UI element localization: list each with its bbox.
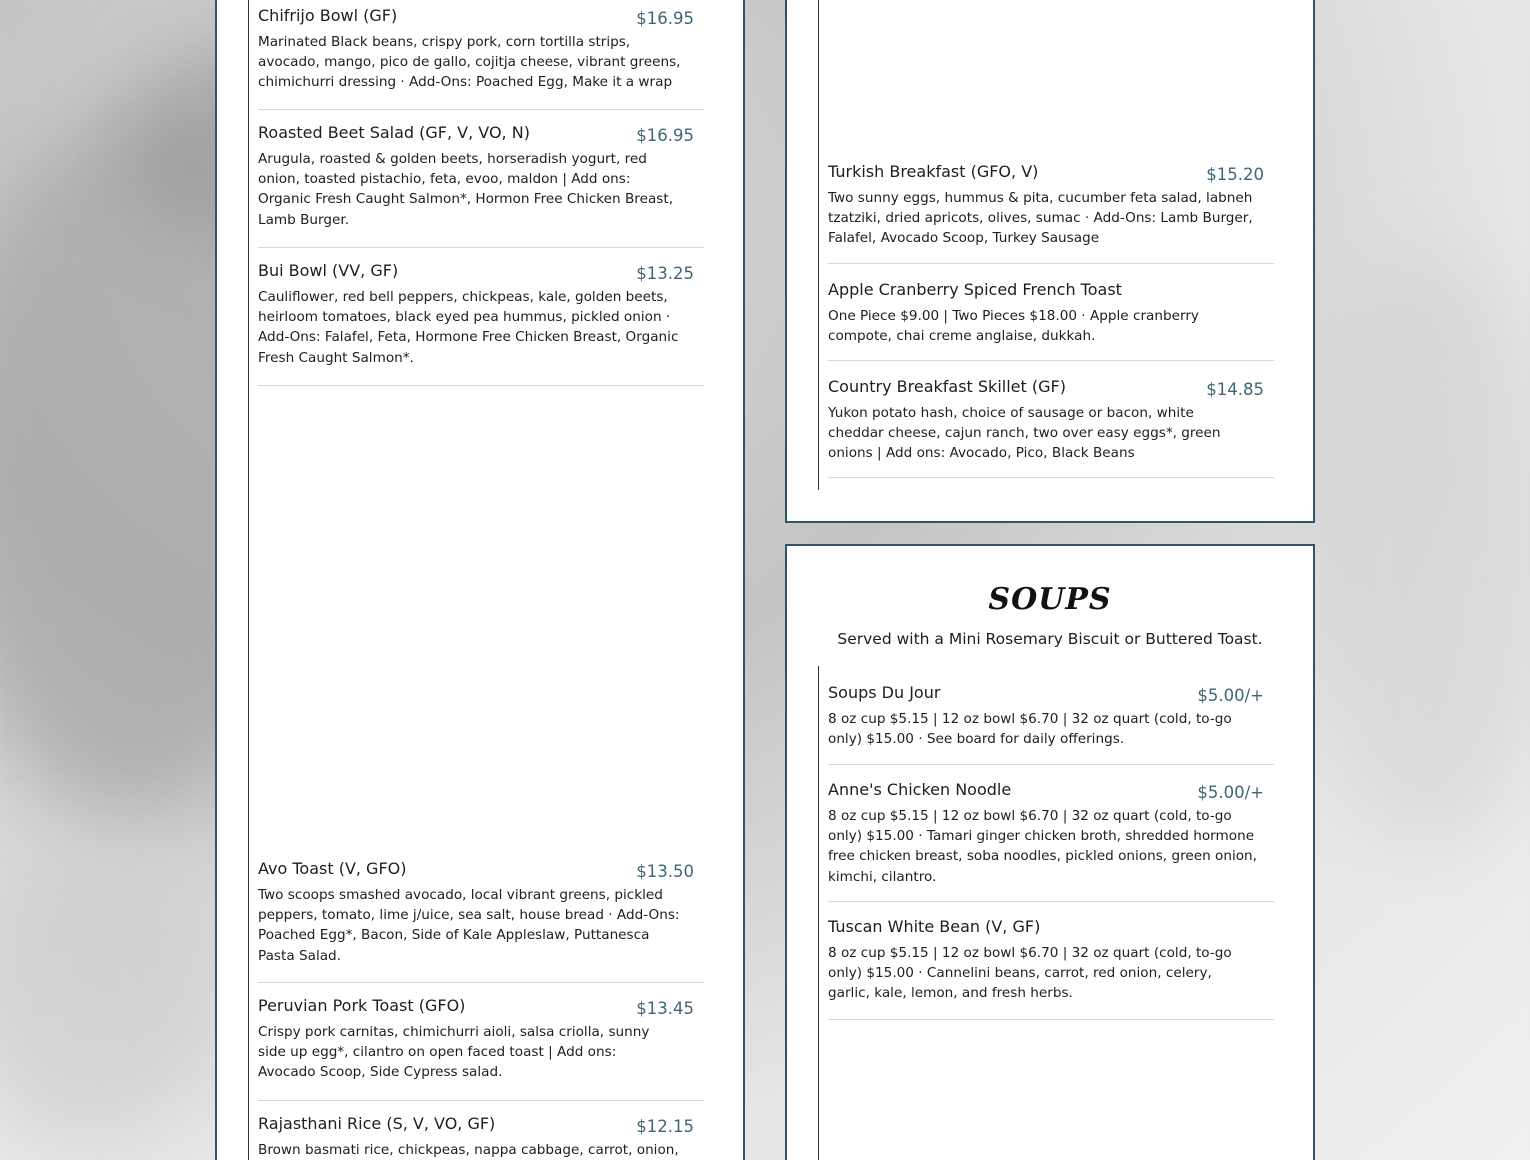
item-description: 8 oz cup $5.15 | 12 oz bowl $6.70 | 32 oz quart (cold, to-go only) $15.00 · See board for daily offerings. — [828, 711, 1232, 748]
item-description: Arugula, roasted & golden beets, horseradish yogurt, red onion, toasted pistachio, feta, evoo, maldon | Add ons: Organic Fresh Caught Salmon*, Hormon Free Chicken Breast, Lamb Burger. — [258, 151, 674, 228]
menu-item — [258, 6, 704, 110]
item-description: Two scoops smashed avocado, local vibrant greens, pickled peppers, tomato, lime j/uice, sea salt, house bread · Add-Ons: Poached Egg*, Bacon, Side of Kale Appleslaw, Puttanesca Pasta Salad. — [258, 887, 680, 964]
menu-item — [828, 162, 1274, 264]
item-price: $15.20 — [1206, 165, 1264, 184]
item-description: Crispy pork carnitas, chimichurri aioli, salsa criolla, sunny side up egg*, cilantro on open faced toast | Add ons: Avocado Scoop, Side Cypress salad. — [258, 1024, 650, 1081]
item-name: Turkish Breakfast (GFO, V) — [828, 162, 1039, 181]
menu-item — [258, 996, 704, 1101]
item-name: Anne's Chicken Noodle — [828, 780, 1012, 799]
item-name: Bui Bowl (VV, GF) — [258, 261, 399, 280]
item-name: Avo Toast (V, GFO) — [258, 859, 407, 878]
item-name: Roasted Beet Salad (GF, V, VO, N) — [258, 123, 530, 142]
item-name: Soups Du Jour — [828, 683, 941, 702]
item-description: Marinated Black beans, crispy pork, corn tortilla strips, avocado, mango, pico de gallo, cojitja cheese, vibrant greens, chimichurri dressing · Add-Ons: Poached Egg, Make it a wrap — [258, 34, 681, 91]
item-name: Tuscan White Bean (V, GF) — [828, 917, 1041, 936]
item-price: $13.50 — [636, 862, 694, 881]
menu-item — [828, 780, 1274, 902]
menu-item — [828, 917, 1274, 1020]
section-subtitle: Served with a Mini Rosemary Biscuit or Buttered Toast. — [837, 630, 1263, 648]
item-description: 8 oz cup $5.15 | 12 oz bowl $6.70 | 32 oz quart (cold, to-go only) $15.00 · Tamari ginger chicken broth, shredded hormone free chicken breast, soba noodles, pickled onions, green onion, kimchi, cilantro. — [828, 808, 1257, 885]
item-description: Yukon potato hash, choice of sausage or bacon, white cheddar cheese, cajun ranch, two over easy eggs*, green onions | Add ons: Avocado, Pico, Black Beans — [828, 405, 1221, 462]
menu-item — [258, 1114, 704, 1160]
item-name: Peruvian Pork Toast (GFO) — [258, 996, 466, 1015]
menu-card-breakfast — [785, 0, 1315, 523]
background-blur — [1300, 250, 1530, 850]
item-price: $13.45 — [636, 999, 694, 1018]
item-description: Brown basmati rice, chickpeas, nappa cabbage, carrot, onion, — [258, 1142, 679, 1158]
section-divider-line — [818, 666, 819, 1160]
item-name: Apple Cranberry Spiced French Toast — [828, 280, 1122, 299]
item-price: $16.95 — [636, 9, 694, 28]
background-blur — [0, 850, 220, 1150]
menu-card-soups — [785, 544, 1315, 1160]
section-divider-line — [818, 0, 819, 490]
item-name: Chifrijo Bowl (GF) — [258, 6, 398, 25]
item-price: $5.00/+ — [1197, 686, 1264, 705]
item-name: Country Breakfast Skillet (GF) — [828, 377, 1066, 396]
menu-card-left — [215, 0, 745, 1160]
section-title: SOUPS — [988, 582, 1112, 617]
item-description: One Piece $9.00 | Two Pieces $18.00 · Apple cranberry compote, chai creme anglaise, dukkah. — [828, 308, 1199, 345]
item-description: Cauliflower, red bell peppers, chickpeas, kale, golden beets, heirloom tomatoes, black eyed pea hummus, pickled onion · Add-Ons: Falafel, Feta, Hormone Free Chicken Breast, Organic Fresh Caught Salmon*. — [258, 289, 679, 366]
item-price: $5.00/+ — [1197, 783, 1264, 802]
menu-item — [828, 280, 1274, 361]
menu-item — [828, 377, 1274, 478]
item-description: Two sunny eggs, hummus & pita, cucumber feta salad, labneh tzatziki, dried apricots, olives, sumac · Add-Ons: Lamb Burger, Falafel, Avocado Scoop, Turkey Sausage — [828, 190, 1253, 247]
menu-item — [258, 859, 704, 983]
item-price: $12.15 — [636, 1117, 694, 1136]
section-divider-line — [248, 0, 249, 1160]
menu-item — [258, 123, 704, 248]
item-price: $14.85 — [1206, 380, 1264, 399]
menu-item — [258, 261, 704, 386]
item-description: 8 oz cup $5.15 | 12 oz bowl $6.70 | 32 oz quart (cold, to-go only) $15.00 · Cannelini beans, carrot, red onion, celery, garlic, kale, lemon, and fresh herbs. — [828, 945, 1232, 1002]
item-name: Rajasthani Rice (S, V, VO, GF) — [258, 1114, 496, 1133]
item-price: $16.95 — [636, 126, 694, 145]
menu-item — [828, 683, 1274, 765]
item-price: $13.25 — [636, 264, 694, 283]
